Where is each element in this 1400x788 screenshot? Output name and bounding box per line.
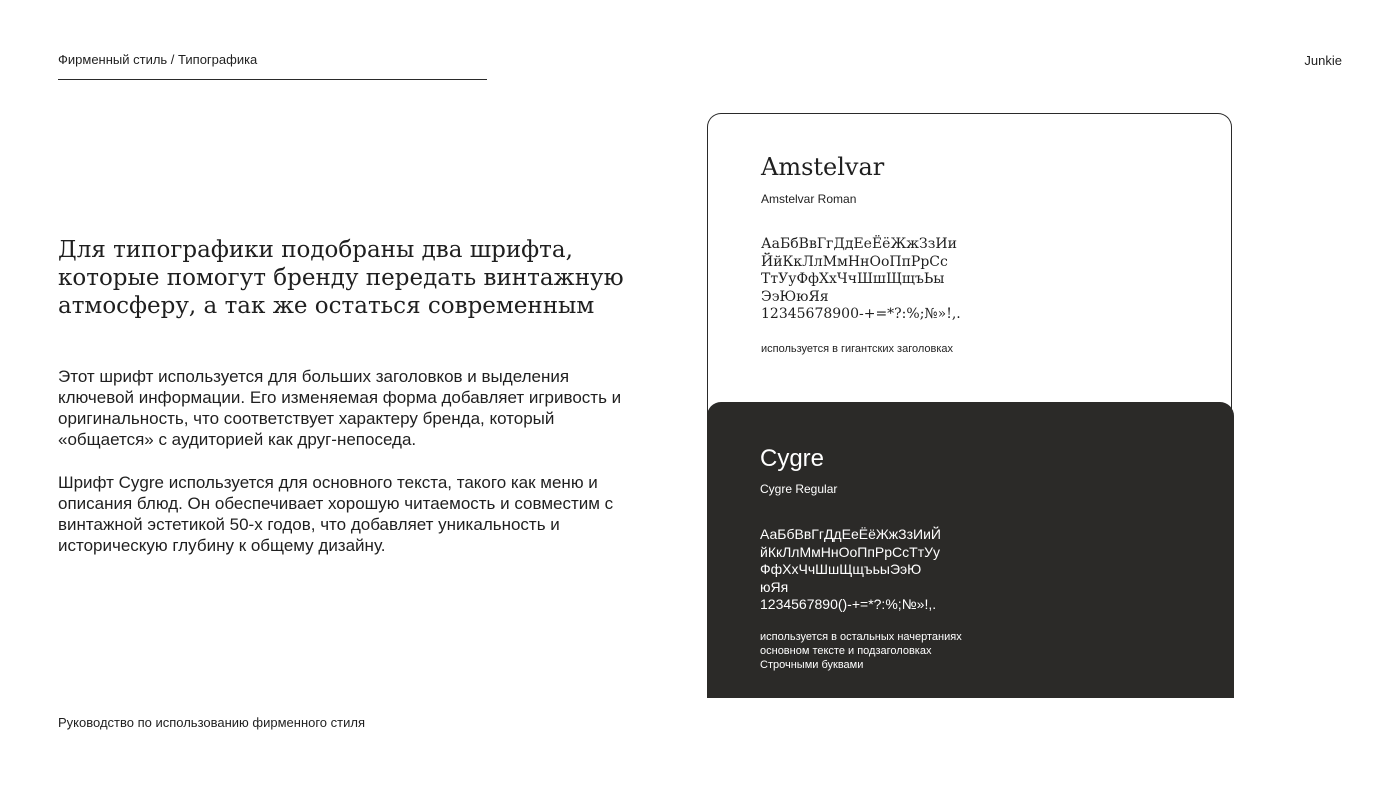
glyph-line: ЭэЮюЯя — [761, 288, 829, 305]
usage-note-amstelvar: используется в гигантских заголовках — [761, 343, 954, 355]
description-paragraph-1: Этот шрифт используется для больших заголовков и выделения ключевой информации. Его изменяемая форма добавляет игривость и оригинальность, что соответствует характеру бренда, который «общается» с аудиторией как друг-непоседа. — [58, 367, 622, 449]
glyph-line: ФфХхЧчШшЩщъьыЭэЮ — [760, 561, 922, 577]
glyph-line: юЯя — [760, 578, 789, 595]
breadcrumb: Фирменный стиль / Типографика — [58, 52, 258, 67]
usage-line: используется в остальных начертаниях — [760, 631, 962, 643]
glyph-set-cygre — [760, 526, 1020, 614]
usage-note-cygre — [760, 630, 1020, 672]
usage-line: Строчными буквами — [760, 659, 864, 671]
font-style-cygre: Cygre Regular — [760, 482, 838, 496]
glyph-line: ЙйКкЛлМмНнОоПпРрСс — [761, 253, 948, 270]
usage-line: основном тексте и подзаголовках — [760, 645, 932, 657]
glyph-line: ТтУуФфХхЧчШшЩщъЬы — [761, 271, 945, 287]
glyph-line: АаБбВвГгДдЕеЁёЖжЗзИиЙ — [760, 526, 941, 542]
specimen-card-amstelvar — [707, 113, 1232, 433]
page-headline: Для типографики подобраны два шрифта, которые помогут бренду передать винтажную атмосферу, а так же остаться современным — [58, 237, 624, 319]
header-divider — [58, 79, 487, 80]
glyph-line: йКкЛлМмНнОоПпРрСсТтУу — [760, 543, 940, 560]
glyph-line: 1234567890()-+=*?:%;№»!,. — [760, 596, 937, 612]
font-style-amstelvar: Amstelvar Roman — [761, 192, 857, 206]
glyph-line: АаБбВвГгДдЕеЁёЖжЗзИи — [761, 236, 957, 252]
glyph-set-amstelvar — [761, 236, 1021, 324]
brand-name: Junkie — [1304, 53, 1342, 68]
font-name-amstelvar: Amstelvar — [761, 153, 885, 181]
footer-caption: Руководство по использованию фирменного стиля — [58, 715, 365, 730]
description-paragraph-2: Шрифт Cygre используется для основного текста, такого как меню и описания блюд. Он обеспечивает хорошую читаемость и совместим с винтажной эстетикой 50-х годов, что добавляет уникальность и историческую глубину к общему дизайну. — [58, 473, 614, 555]
font-name-cygre: Cygre — [760, 445, 825, 472]
glyph-line: 12345678900-+=*?:%;№»!,. — [761, 306, 961, 322]
specimen-card-cygre — [707, 402, 1234, 698]
